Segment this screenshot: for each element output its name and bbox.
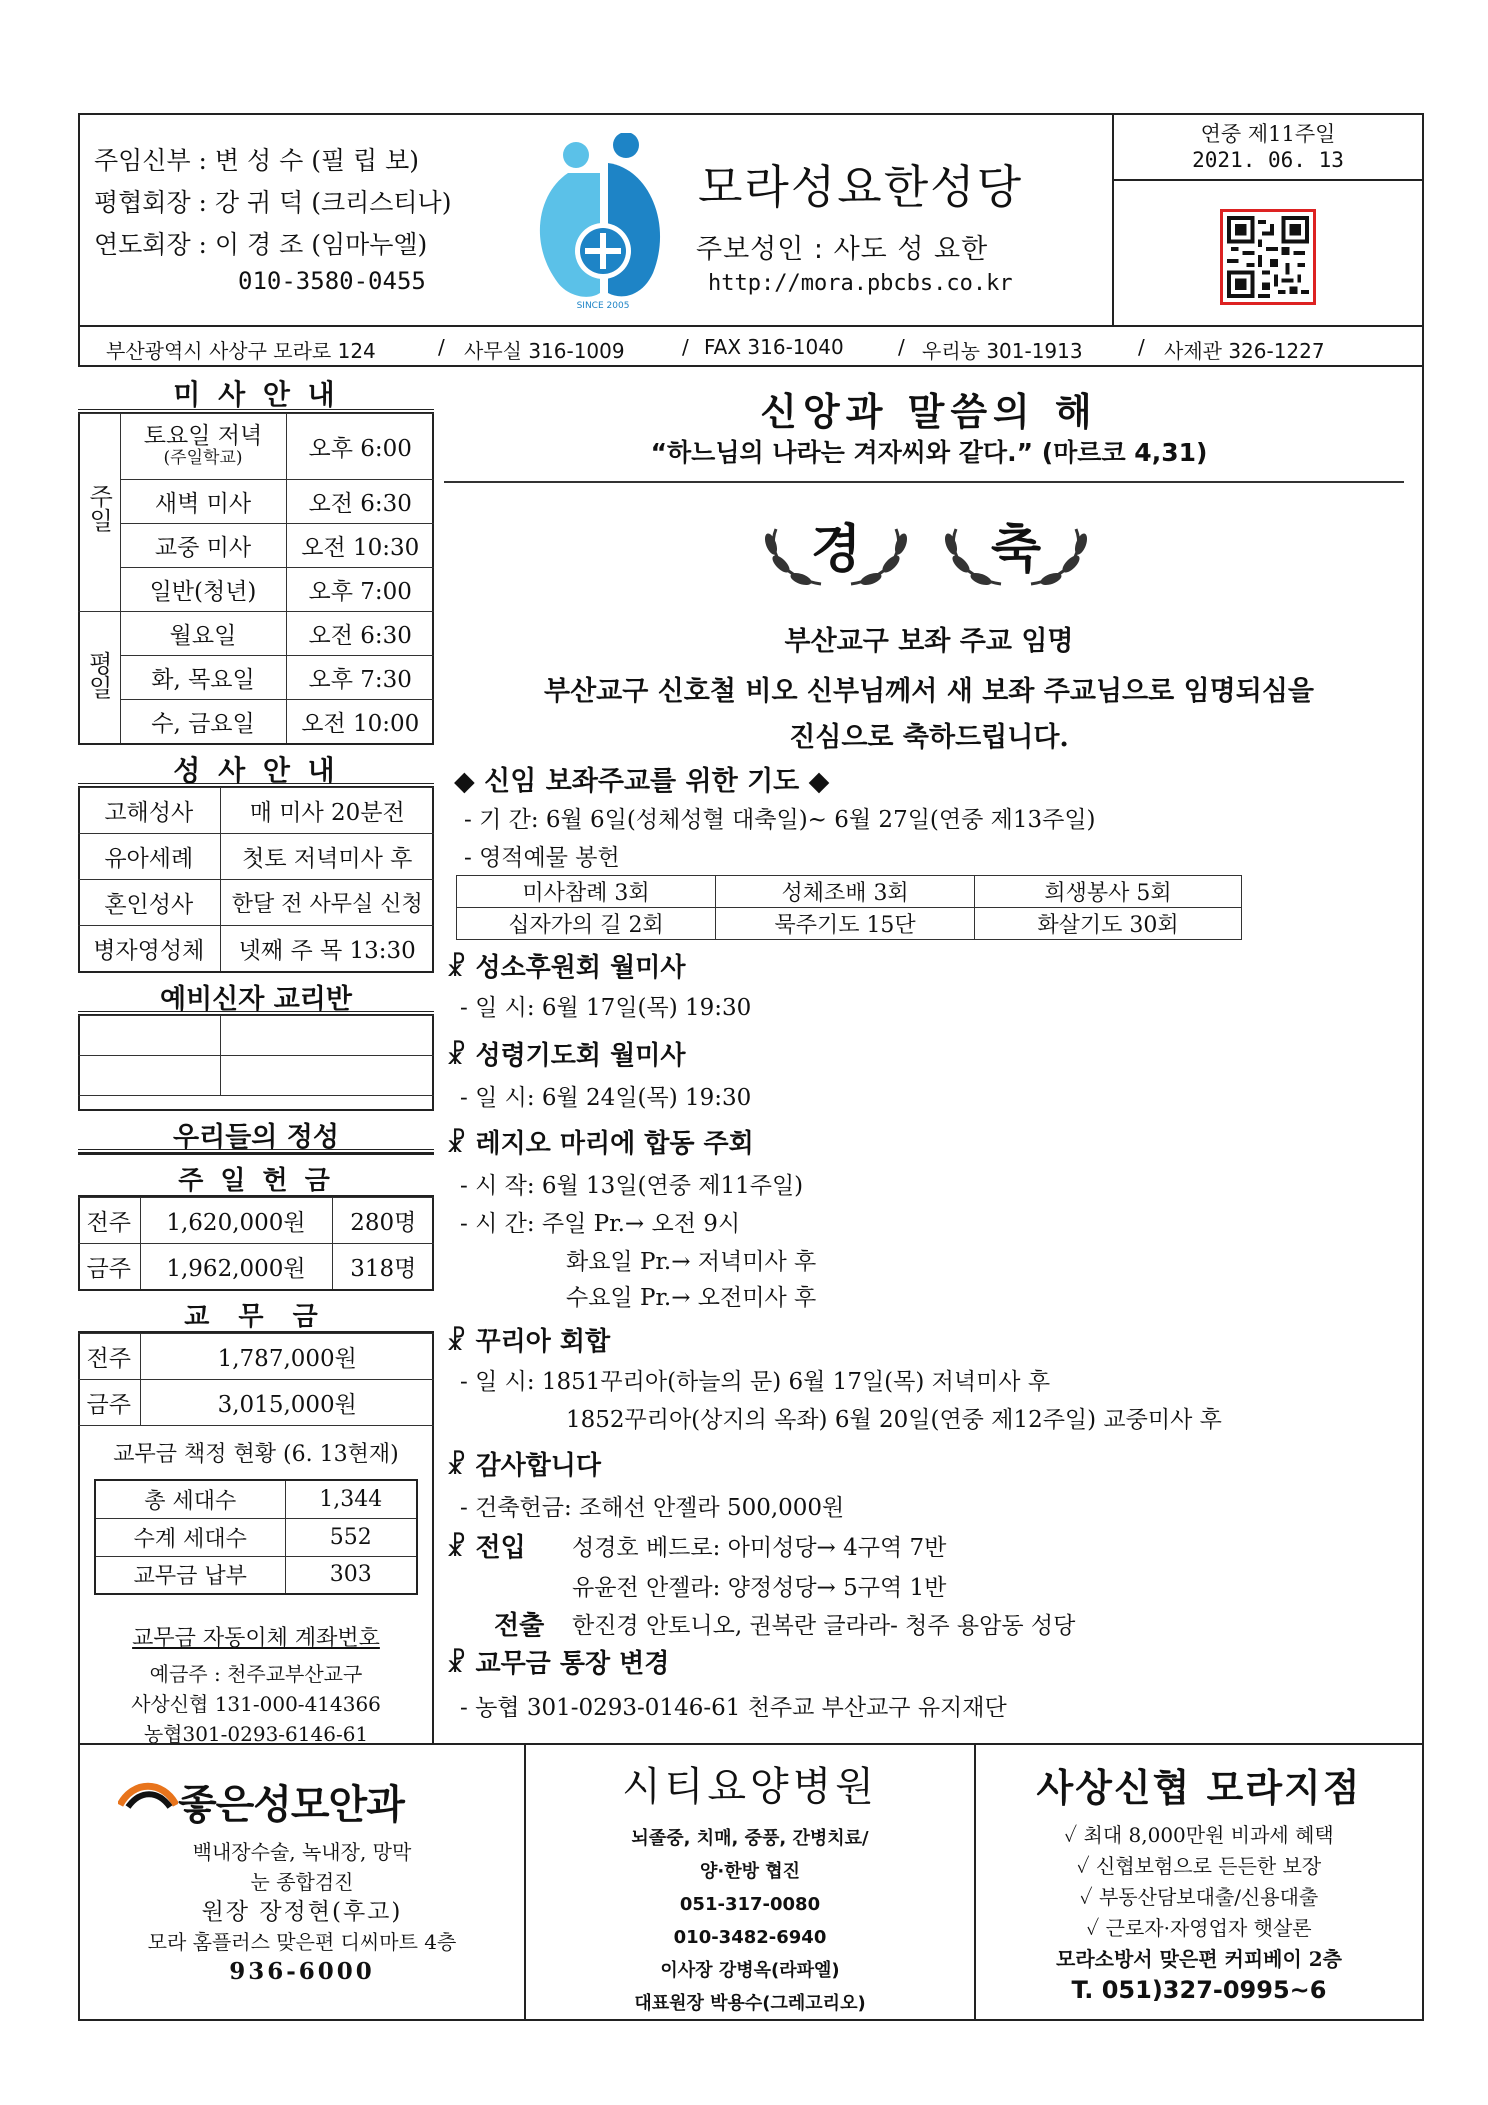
appointment-text-2: 진심으로 축하드립니다. (789, 722, 1069, 753)
mass-name: 화, 목요일 (120, 656, 286, 700)
status-label: 수계 세대수 (95, 1518, 285, 1556)
dues-status-table (94, 1479, 418, 1595)
sunday-offering-title: 주 일 헌 금 (78, 1153, 434, 1197)
offering-cell: 성체조배 3회 (716, 876, 975, 908)
notice-heading: 전출 (494, 1611, 545, 1641)
mass-time: 오후 6:00 (286, 414, 434, 480)
weekday-label: 평일 (78, 612, 120, 744)
prayer-period: - 기 간: 6월 6일(성체성혈 대축일)~ 6월 27일(연중 제13주일) (464, 807, 1096, 833)
mass-name: 새벽 미사 (120, 480, 286, 524)
offering-cell: 묵주기도 15단 (716, 908, 975, 940)
status-value: 552 (285, 1518, 417, 1556)
notice-line: - 시 작: 6월 13일(연중 제11주일) (460, 1173, 804, 1199)
office-phone: 사무실 316-1009 (464, 339, 625, 363)
address-bar (78, 327, 1424, 367)
sunday-offering-table (78, 1197, 434, 1290)
chi-rho-icon: ☧ (446, 1041, 467, 1071)
dues-label: 금주 (78, 1380, 140, 1426)
dues-label: 전주 (78, 1334, 140, 1380)
chi-rho-icon: ☧ (446, 1129, 467, 1159)
mass-time: 오후 7:30 (286, 656, 434, 700)
patron-saint: 주보성인 : 사도 성 요한 (696, 234, 989, 265)
account-nonghyup: 농협301-0293-6146-61 (143, 1722, 369, 1746)
mass-time: 오전 10:30 (286, 524, 434, 568)
pastor-line: 주임신부 : 변 성 수 (필 립 보) (94, 146, 420, 175)
separator: / (682, 335, 689, 359)
mass-time: 오전 6:30 (286, 480, 434, 524)
notice-line: - 일 시: 6월 17일(목) 19:30 (460, 995, 752, 1021)
church-name: 모라성요한성당 (698, 160, 1024, 214)
notice-line: 1852꾸리아(상지의 옥좌) 6월 20일(연중 제12주일) 교중미사 후 (566, 1407, 1222, 1433)
sunday-label: 주일 (78, 414, 120, 612)
notice-line: 유윤전 안젤라: 양정성당→ 5구역 1반 (572, 1575, 947, 1601)
offering-amount: 1,962,000원 (140, 1244, 332, 1290)
fax-number: FAX 316-1040 (704, 335, 844, 359)
offering-amount: 1,620,000원 (140, 1198, 332, 1244)
mass-name: 교중 미사 (120, 524, 286, 568)
advertisements (78, 1743, 1424, 2021)
prayer-offering: - 영적예물 봉헌 (464, 845, 620, 871)
ad-line: ✓ 신협보험으로 든든한 보장 (1076, 1854, 1322, 1878)
divider (444, 481, 1404, 483)
catechumen-cell (220, 1016, 434, 1056)
notice-line: - 건축헌금: 조해선 안젤라 500,000원 (460, 1495, 845, 1521)
celebrate-char-1: 경 (810, 519, 862, 580)
separator: / (438, 335, 445, 359)
chi-rho-icon: ☧ (446, 1451, 467, 1481)
address: 부산광역시 사상구 모라로 124 (106, 339, 376, 363)
separator: / (1138, 335, 1145, 359)
chi-rho-icon: ☧ (446, 1649, 467, 1679)
mass-schedule-title: 미 사 안 내 (78, 367, 434, 413)
sacrament-value: 한달 전 사무실 신청 (220, 880, 434, 926)
church-logo (528, 133, 678, 313)
notice-line: 한진경 안토니오, 권복란 글라라- 청주 용암동 성당 (572, 1613, 1076, 1639)
catechumen-cell (78, 1016, 220, 1056)
ad-line: ✓ 최대 8,000만원 비과세 혜택 (1064, 1823, 1334, 1847)
dues-status-title: 교무금 책정 현황 (6. 13현재) (113, 1442, 399, 1467)
left-column (78, 367, 434, 1746)
ad-credit-union (976, 1745, 1422, 2021)
catechumen-cell (220, 1056, 434, 1096)
celebration-emblem (746, 499, 1106, 599)
rectory-phone: 사제관 326-1227 (1164, 339, 1325, 363)
spiritual-offering-table (456, 875, 1242, 940)
ad-line: 대표원장 박용수(그레고리오) (634, 1993, 866, 2014)
appointment-text-1: 부산교구 신호철 비오 신부님께서 새 보좌 주교님으로 임명되심을 (543, 676, 1314, 707)
offering-cell: 희생봉사 5회 (975, 876, 1242, 908)
mass-name: 수, 금요일 (120, 700, 286, 744)
ad-line: ✓ 부동산담보대출/신용대출 (1079, 1885, 1319, 1909)
prayer-title: ◆ 신임 보좌주교를 위한 기도 ◆ (454, 766, 830, 797)
notice-heading: ☧ 성령기도회 월미사 (446, 1041, 686, 1071)
notice-line: 화요일 Pr.→ 저녁미사 후 (566, 1249, 817, 1275)
offering-cell: 화살기도 30회 (975, 908, 1242, 940)
sacrament-value: 첫토 저녁미사 후 (220, 834, 434, 880)
catechumen-title: 예비신자 교리반 (78, 971, 434, 1015)
sacrament-name: 병자영성체 (78, 926, 220, 972)
dues-amount: 1,787,000원 (140, 1334, 434, 1380)
sacrament-name: 고해성사 (78, 788, 220, 834)
catechumen-table (78, 1015, 434, 1096)
ad-line: 모라 홈플러스 맞은편 디씨마트 4층 (147, 1930, 457, 1954)
dues-title: 교 무 금 (78, 1289, 434, 1333)
notice-heading: ☧ 성소후원회 월미사 (446, 953, 686, 983)
account-holder: 예금주 : 천주교부산교구 (149, 1662, 363, 1686)
sacrament-value: 넷째 주 목 13:30 (220, 926, 434, 972)
chi-rho-icon: ☧ (446, 1533, 467, 1563)
offerings-title: 우리들의 정성 (78, 1109, 434, 1153)
year-title: 신앙과 말씀의 해 (760, 390, 1098, 434)
notice-line: - 일 시: 1851꾸리아(하늘의 문) 6월 17일(목) 저녁미사 후 (460, 1369, 1051, 1395)
offering-count: 318명 (332, 1244, 434, 1290)
account-shinhyup: 사상신협 131-000-414366 (131, 1692, 381, 1716)
scripture-quote: “하느님의 나라는 겨자씨와 같다.” (마르코 4,31) (650, 438, 1208, 467)
woorinong-phone: 우리농 301-1913 (922, 339, 1083, 363)
notice-line: - 농협 301-0293-0146-61 천주교 부산교구 유지재단 (460, 1695, 1007, 1721)
funeral-president-line: 연도회장 : 이 경 조 (임마누엘) (94, 230, 428, 259)
ad-line: T. 051)327-0995~6 (1071, 1976, 1327, 2004)
liturgical-week: 연중 제11주일 (1200, 122, 1336, 146)
notice-heading: ☧ 교무금 통장 변경 (446, 1649, 670, 1679)
hospital-name: 시티요양병원 (622, 1764, 878, 1810)
issue-date: 2021. 06. 13 (1192, 148, 1344, 172)
offering-label: 전주 (78, 1198, 140, 1244)
notice-heading: ☧ 감사합니다 (446, 1451, 602, 1481)
ad-hospital (526, 1745, 976, 2021)
catechumen-cell (78, 1056, 220, 1096)
ad-line: 양·한방 협진 (699, 1861, 801, 1882)
ad-line: 010-3482-6940 (673, 1927, 827, 1948)
chi-rho-icon: ☧ (446, 953, 467, 983)
celebrate-char-2: 축 (990, 519, 1042, 580)
clinic-name: 좋은성모안과 (178, 1782, 404, 1828)
credit-union-name: 사상신협 모라지점 (1036, 1766, 1362, 1810)
logo-since-text: SINCE 2005 (576, 301, 630, 311)
dues-amount: 3,015,000원 (140, 1380, 434, 1426)
ad-line: ✓ 근로자·자영업자 햇살론 (1086, 1916, 1312, 1940)
appointment-title: 부산교구 보좌 주교 임명 (784, 626, 1074, 657)
offering-label: 금주 (78, 1244, 140, 1290)
notice-line: - 시 간: 주일 Pr.→ 오전 9시 (460, 1211, 741, 1237)
ad-line: 051-317-0080 (679, 1894, 821, 1915)
notice-heading: ☧ 꾸리아 회합 (446, 1327, 611, 1357)
date-box (1112, 113, 1422, 325)
church-url[interactable]: http://mora.pbcbs.co.kr (708, 271, 1013, 296)
qr-code[interactable] (1220, 209, 1316, 305)
dues-table (78, 1333, 434, 1426)
main-content (434, 367, 1424, 1743)
notice-line: 수요일 Pr.→ 오전미사 후 (566, 1285, 817, 1311)
account-info (78, 1659, 434, 1749)
sacrament-name: 혼인성사 (78, 880, 220, 926)
mass-schedule-table (78, 413, 434, 744)
mass-time: 오전 6:30 (286, 612, 434, 656)
ad-line: 뇌졸중, 치매, 중풍, 간병치료/ (631, 1828, 869, 1849)
mass-name: 토요일 저녁 (주일학교) (120, 414, 286, 480)
mass-name: 일반(청년) (120, 568, 286, 612)
offering-cell: 미사참례 3회 (457, 876, 716, 908)
notice-line: - 일 시: 6월 24일(목) 19:30 (460, 1085, 752, 1111)
ad-line: 936-6000 (229, 1958, 375, 1985)
separator: / (898, 335, 905, 359)
ad-line: 눈 종합검진 (250, 1870, 354, 1894)
status-value: 1,344 (285, 1480, 417, 1518)
status-label: 총 세대수 (95, 1480, 285, 1518)
notice-heading: ☧ 레지오 마리에 합동 주회 (446, 1129, 754, 1159)
offering-cell: 십자가의 길 2회 (457, 908, 716, 940)
header (78, 113, 1424, 327)
sacrament-table (78, 787, 434, 972)
phone-line: 010-3580-0455 (238, 267, 426, 295)
mass-time: 오전 10:00 (286, 700, 434, 744)
notice-heading: ☧ 전입 (446, 1533, 526, 1563)
sacrament-value: 매 미사 20분전 (220, 788, 434, 834)
ad-line: 이사장 강병옥(라파엘) (660, 1960, 840, 1981)
ad-line: 모라소방서 맞은편 커피베이 2층 (1056, 1947, 1342, 1971)
mass-time: 오후 7:00 (286, 568, 434, 612)
sacrament-name: 유아세례 (78, 834, 220, 880)
notice-line: 성경호 베드로: 아미성당→ 4구역 7반 (572, 1535, 947, 1561)
clinic-logo-icon (118, 1775, 178, 1829)
offering-count: 280명 (332, 1198, 434, 1244)
council-president-line: 평협회장 : 강 귀 덕 (크리스티나) (94, 188, 452, 217)
ad-line: 원장 장정현(후고) (201, 1899, 403, 1925)
ad-line: 백내장수술, 녹내장, 망막 (192, 1840, 412, 1864)
ad-eye-clinic (78, 1745, 526, 2021)
mass-name: 월요일 (120, 612, 286, 656)
status-value: 303 (285, 1556, 417, 1594)
status-label: 교무금 납부 (95, 1556, 285, 1594)
sacrament-title: 성 사 안 내 (78, 743, 434, 787)
account-title: 교무금 자동이체 계좌번호 (132, 1626, 380, 1651)
chi-rho-icon: ☧ (446, 1327, 467, 1357)
